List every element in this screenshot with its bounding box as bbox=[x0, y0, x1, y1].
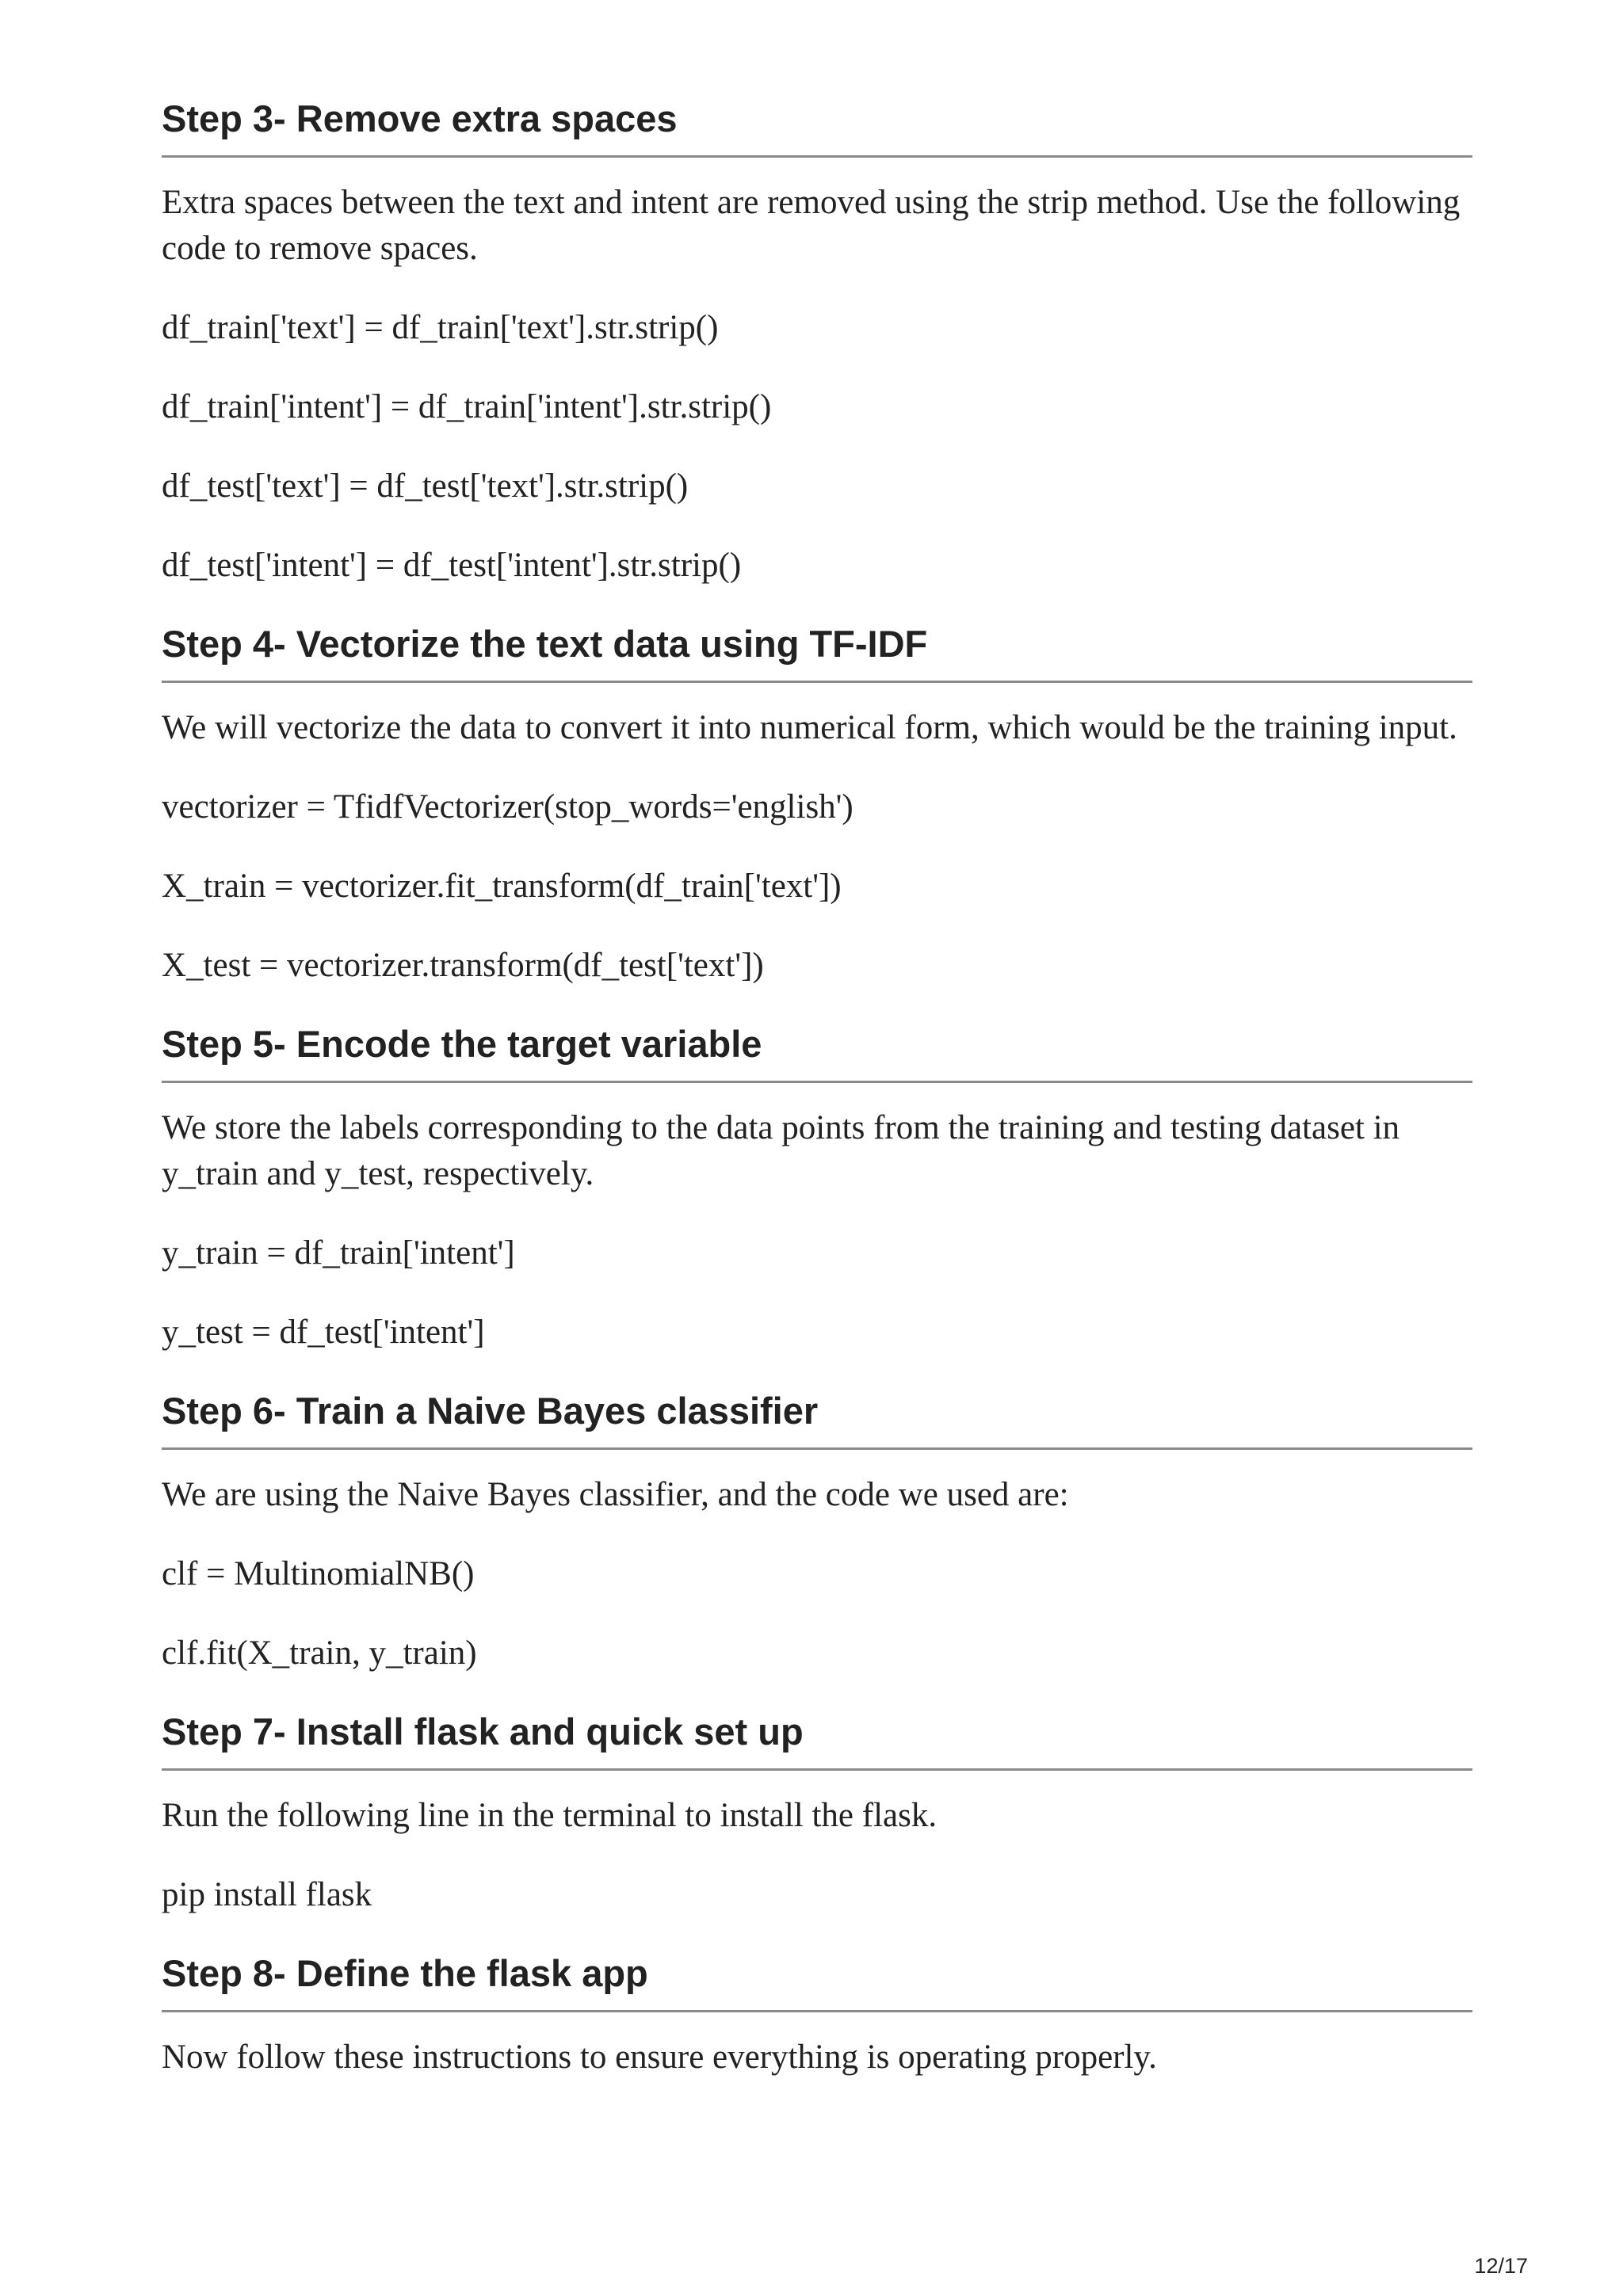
code-line: X_test = vectorizer.transform(df_test['text']) bbox=[162, 947, 764, 984]
step-7-section bbox=[162, 1710, 1472, 1918]
step-8-section bbox=[162, 1951, 1472, 2081]
step-6-section bbox=[162, 1389, 1472, 1676]
code-line: vectorizer = TfidfVectorizer(stop_words='english') bbox=[162, 788, 854, 826]
paragraph: We will vectorize the data to convert it into numerical form, which would be the training input. bbox=[162, 709, 1457, 746]
section-heading: Step 3- Remove extra spaces bbox=[162, 97, 1472, 158]
code-line: pip install flask bbox=[162, 1876, 372, 1913]
document-page bbox=[162, 97, 1472, 2081]
code-line: clf = MultinomialNB() bbox=[162, 1555, 475, 1592]
paragraph: Run the following line in the terminal to install the flask. bbox=[162, 1797, 938, 1834]
code-line: y_test = df_test['intent'] bbox=[162, 1314, 485, 1351]
paragraph: Now follow these instructions to ensure everything is operating properly. bbox=[162, 2039, 1157, 2076]
code-line: clf.fit(X_train, y_train) bbox=[162, 1634, 477, 1672]
code-line: df_train['intent'] = df_train['intent'].str.strip() bbox=[162, 388, 772, 425]
section-heading: Step 4- Vectorize the text data using TF-IDF bbox=[162, 622, 1472, 683]
paragraph: We store the labels corresponding to the data points from the training and testing dataset in y_train and y_test, respectively. bbox=[162, 1109, 1400, 1192]
section-heading: Step 7- Install flask and quick set up bbox=[162, 1710, 1472, 1771]
code-line: df_train['text'] = df_train['text'].str.strip() bbox=[162, 309, 719, 346]
step-5-section bbox=[162, 1022, 1472, 1356]
section-heading: Step 8- Define the flask app bbox=[162, 1951, 1472, 2012]
step-4-section bbox=[162, 622, 1472, 989]
code-line: X_train = vectorizer.fit_transform(df_train['text']) bbox=[162, 868, 842, 905]
paragraph: Extra spaces between the text and intent are removed using the strip method. Use the following code to remove spaces. bbox=[162, 184, 1461, 267]
code-line: y_train = df_train['intent'] bbox=[162, 1234, 515, 1272]
section-heading: Step 5- Encode the target variable bbox=[162, 1022, 1472, 1083]
page-number: 12/17 bbox=[1474, 2254, 1528, 2278]
paragraph: We are using the Naive Bayes classifier, and the code we used are: bbox=[162, 1476, 1069, 1513]
code-line: df_test['intent'] = df_test['intent'].str.strip() bbox=[162, 547, 742, 584]
code-line: df_test['text'] = df_test['text'].str.strip() bbox=[162, 467, 689, 505]
section-heading: Step 6- Train a Naive Bayes classifier bbox=[162, 1389, 1472, 1450]
step-3-section bbox=[162, 97, 1472, 589]
